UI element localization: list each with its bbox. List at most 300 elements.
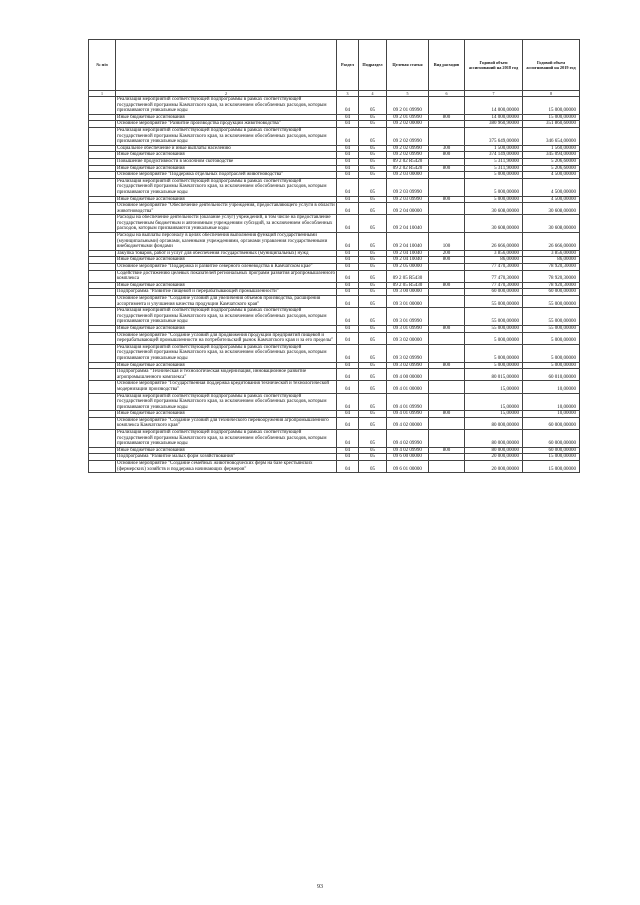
cell-amount-2019: 5 000,00000 (523, 332, 580, 344)
cell-amount-2019: 10,00000 (523, 411, 580, 418)
cell-razdel: 04 (337, 325, 359, 332)
cell-razdel: 04 (337, 289, 359, 296)
header-num: № п/п (89, 40, 116, 91)
table-row (89, 233, 580, 251)
cell-amount-2019: 30 608,00000 (523, 203, 580, 215)
table-row (89, 447, 580, 454)
cell-amount-2019: 15 000,00000 (523, 461, 580, 473)
cell-name: Содействие достижению целевых показателей региональных программ развития агропромышленного комплекса (117, 270, 335, 282)
cell-razdel: 04 (337, 296, 359, 308)
cell-name: Основное мероприятие "Поддержка отдельных подотраслей животноводства" (116, 172, 337, 179)
cell-name: Основное мероприятие "Обеспечение деятельности учреждения, предоставляющего услуги в области животноводства" (117, 203, 335, 214)
cell-expense-type (429, 172, 465, 179)
column-number: 1 (89, 91, 116, 97)
cell-name: Социальное обеспечение и иные выплаты населению (116, 145, 337, 152)
cell-target-article: 09 3 01 00000 (387, 296, 429, 308)
cell-target-article: 09 3 02 09990 (387, 344, 429, 362)
cell-expense-type (429, 158, 465, 165)
cell-podrazdel: 05 (359, 233, 387, 251)
cell-name: Иные бюджетные ассигнования (116, 114, 337, 121)
cell-target-article: 09 2 03 00000 (387, 172, 429, 179)
cell-name: Иные бюджетные ассигнования (116, 325, 337, 332)
cell-amount-2019: 78 920,30000 (523, 282, 580, 289)
table-row (89, 381, 580, 393)
cell-target-article: 09 2 04 00000 (387, 203, 429, 215)
cell-razdel: 04 (337, 308, 359, 326)
header-razdel: Раздел (337, 40, 359, 91)
cell-razdel: 04 (337, 250, 359, 257)
cell-expense-type (429, 178, 465, 196)
cell-expense-type: 800 (429, 196, 465, 203)
cell-num (89, 264, 116, 271)
table-row (89, 325, 580, 332)
table-row (89, 461, 580, 473)
cell-podrazdel: 05 (359, 454, 387, 461)
cell-podrazdel: 05 (359, 393, 387, 411)
cell-amount-2019: 345 094,00000 (523, 152, 580, 159)
cell-razdel: 04 (337, 461, 359, 473)
cell-amount-2018: 80 000,00000 (465, 417, 523, 429)
table-row (89, 145, 580, 152)
header-expense-type: Вид расходов (429, 40, 465, 91)
cell-target-article: 09 2 03 09990 (387, 196, 429, 203)
cell-amount-2018: 15,00000 (465, 393, 523, 411)
cell-amount-2019: 1 560,00000 (523, 145, 580, 152)
table-row (89, 114, 580, 121)
cell-podrazdel: 05 (359, 145, 387, 152)
table-row (89, 362, 580, 369)
cell-target-article: 09 2 02 R5420 (387, 165, 429, 172)
cell-name: Основное мероприятие "Развитие производства продукции животноводства" (116, 121, 337, 128)
table-row (89, 215, 580, 233)
cell-expense-type: 800 (429, 362, 465, 369)
cell-amount-2019: 86,00000 (523, 257, 580, 264)
cell-amount-2019: 78 920,30000 (523, 264, 580, 271)
cell-amount-2019: 60 000,00000 (523, 289, 580, 296)
cell-razdel: 04 (337, 264, 359, 271)
cell-target-article: 09 4 01 09990 (387, 411, 429, 418)
cell-amount-2018: 374 149,00000 (465, 152, 523, 159)
cell-num (89, 282, 116, 289)
cell-name: Реализация мероприятий соответствующей подпрограммы в рамках соответствующей государственной программы Камчатского края, за исключением обособленных расходов, которым присваиваются уникальные коды (116, 344, 337, 362)
cell-target-article: 09 4 02 00000 (387, 417, 429, 429)
header-amount-2019: Годовой объем ассигнований на 2019 год (523, 40, 580, 91)
table-row (89, 454, 580, 461)
cell-expense-type (429, 381, 465, 393)
budget-table-sheet (88, 39, 579, 473)
cell-expense-type (429, 454, 465, 461)
cell-amount-2019: 55 000,00000 (523, 296, 580, 308)
cell-amount-2018: 14 000,00000 (465, 97, 523, 115)
table-row (89, 158, 580, 165)
cell-target-article: 09 2 02 09990 (387, 152, 429, 159)
cell-razdel: 04 (337, 369, 359, 381)
cell-podrazdel: 05 (359, 270, 387, 282)
cell-amount-2019: 15 000,00000 (523, 114, 580, 121)
cell-podrazdel: 05 (359, 127, 387, 145)
cell-amount-2018: 55 000,00000 (465, 308, 523, 326)
cell-amount-2018: 5 000,00000 (465, 344, 523, 362)
cell-name: Закупка товаров, работ и услуг для обеспечения государственных (муниципальных) нужд (116, 250, 337, 257)
cell-razdel: 04 (337, 417, 359, 429)
cell-expense-type (429, 127, 465, 145)
cell-amount-2018: 5 000,00000 (465, 332, 523, 344)
cell-target-article: 09 6 01 00000 (387, 461, 429, 473)
table-row (89, 430, 580, 448)
cell-razdel: 04 (337, 158, 359, 165)
cell-name: Основное мероприятие "Поддержка и развитие северного оленеводства в Камчатском крае" (116, 264, 337, 271)
cell-podrazdel: 05 (359, 289, 387, 296)
cell-podrazdel: 05 (359, 215, 387, 233)
cell-num (89, 411, 116, 418)
cell-podrazdel: 05 (359, 97, 387, 115)
cell-amount-2018: 77 470,30000 (465, 282, 523, 289)
cell-name: Иные бюджетные ассигнования (116, 282, 337, 289)
cell-amount-2018: 3 856,00000 (465, 250, 523, 257)
cell-podrazdel: 05 (359, 381, 387, 393)
cell-amount-2018: 60 000,00000 (465, 289, 523, 296)
cell-expense-type: 800 (429, 165, 465, 172)
cell-num (89, 296, 116, 308)
cell-target-article: 09 3 01 09990 (387, 308, 429, 326)
cell-target-article: 09 2 04 10040 (387, 250, 429, 257)
cell-target-article: 09 2 02 09990 (387, 145, 429, 152)
cell-amount-2018: 380 960,90000 (465, 121, 523, 128)
budget-table (88, 39, 580, 473)
cell-razdel: 04 (337, 411, 359, 418)
cell-expense-type (429, 332, 465, 344)
cell-target-article: 09 4 01 00000 (387, 381, 429, 393)
cell-amount-2019: 78 920,30000 (523, 270, 580, 282)
cell-expense-type: 800 (429, 325, 465, 332)
cell-target-article: 09 2 02 00000 (387, 121, 429, 128)
cell-podrazdel: 05 (359, 325, 387, 332)
table-row (89, 196, 580, 203)
cell-amount-2018: 5 000,00000 (465, 196, 523, 203)
cell-target-article: 09 4 01 09990 (387, 393, 429, 411)
cell-podrazdel: 05 (359, 152, 387, 159)
cell-name: Основное мероприятие "Создание условий для продвижения продукции предприятий пищевой и перерабатывающей промышленности на потребительский рынок Камчатского края и за его пределы" (116, 332, 337, 344)
cell-name: Основное мероприятие "Создание условий для технического перевооружения агропромышленного комплекса Камчатского края" (116, 417, 337, 429)
table-row (89, 393, 580, 411)
cell-num (89, 233, 116, 251)
cell-target-article: 09 2 01 09990 (387, 114, 429, 121)
cell-expense-type (429, 430, 465, 448)
cell-expense-type (429, 369, 465, 381)
cell-razdel: 04 (337, 257, 359, 264)
cell-amount-2018: 5 311,90000 (465, 158, 523, 165)
cell-num (89, 158, 116, 165)
cell-razdel: 04 (337, 215, 359, 233)
cell-name: Основное мероприятие "Создание семейных животноводческих ферм на базе крестьянских (фермерских) хозяйств и поддержка начинающих фермеров" (116, 461, 337, 473)
cell-target-article: 09 2 04 10040 (387, 233, 429, 251)
cell-num (89, 270, 116, 282)
cell-amount-2019: 55 000,00000 (523, 325, 580, 332)
cell-podrazdel: 05 (359, 308, 387, 326)
table-row (89, 289, 580, 296)
cell-num (89, 215, 116, 233)
column-number: 4 (359, 91, 387, 97)
cell-podrazdel: 05 (359, 203, 387, 215)
column-number: 7 (465, 91, 523, 97)
cell-amount-2019: 4 500,00000 (523, 178, 580, 196)
cell-razdel: 04 (337, 203, 359, 215)
cell-target-article: 09 4 02 09990 (387, 447, 429, 454)
cell-amount-2019: 351 860,60000 (523, 121, 580, 128)
cell-podrazdel: 05 (359, 411, 387, 418)
cell-target-article: 09 2 03 09990 (387, 178, 429, 196)
cell-num (89, 165, 116, 172)
cell-target-article: 09 2 02 R5420 (387, 158, 429, 165)
cell-num (89, 308, 116, 326)
cell-name: Расходы на обеспечение деятельности (оказание услуг) учреждений, в том числе на предоставление государственным бюджетным и автономным учреждениям субсидий, за исключением обособленных расходов, которым присваиваются уникальные коды (116, 215, 337, 233)
cell-num (89, 447, 116, 454)
cell-razdel: 04 (337, 165, 359, 172)
table-row (89, 172, 580, 179)
cell-podrazdel: 05 (359, 369, 387, 381)
cell-amount-2018: 1 500,00000 (465, 145, 523, 152)
cell-num (89, 114, 116, 121)
table-body (89, 97, 580, 473)
cell-target-article: 09 2 01 09990 (387, 97, 429, 115)
cell-expense-type (429, 270, 465, 282)
cell-amount-2018: 5 000,00000 (465, 362, 523, 369)
cell-expense-type (429, 296, 465, 308)
cell-expense-type (429, 393, 465, 411)
cell-razdel: 04 (337, 178, 359, 196)
cell-expense-type (429, 215, 465, 233)
cell-expense-type: 800 (429, 411, 465, 418)
cell-podrazdel: 05 (359, 344, 387, 362)
cell-num (89, 152, 116, 159)
cell-amount-2018: 86,00000 (465, 257, 523, 264)
cell-amount-2018: 15,00000 (465, 381, 523, 393)
cell-amount-2019: 4 500,00000 (523, 172, 580, 179)
cell-podrazdel: 05 (359, 165, 387, 172)
cell-num (89, 325, 116, 332)
cell-name: Реализация мероприятий соответствующей подпрограммы в рамках соответствующей государственной программы Камчатского края, за исключением обособленных расходов, которым присваиваются уникальные коды (116, 127, 337, 145)
cell-name: Иные бюджетные ассигнования (116, 447, 337, 454)
header-name (116, 40, 337, 91)
cell-podrazdel: 05 (359, 461, 387, 473)
cell-target-article: 09 3 02 09990 (387, 362, 429, 369)
cell-amount-2019: 5 206,60000 (523, 158, 580, 165)
header-podrazdel: Подраздел (359, 40, 387, 91)
cell-podrazdel: 05 (359, 196, 387, 203)
table-row (89, 344, 580, 362)
cell-razdel: 04 (337, 152, 359, 159)
table-row (89, 270, 580, 282)
table-row (89, 203, 580, 215)
cell-amount-2018: 5 311,90000 (465, 165, 523, 172)
cell-name: Иные бюджетные ассигнования (116, 411, 337, 418)
cell-num (89, 344, 116, 362)
cell-target-article: 09 2 05 R5430 (387, 282, 429, 289)
cell-podrazdel: 05 (359, 257, 387, 264)
cell-expense-type (429, 417, 465, 429)
cell-amount-2019: 26 666,00000 (523, 233, 580, 251)
header-target-article: Целевая статья (387, 40, 429, 91)
cell-amount-2019: 5 000,00000 (523, 362, 580, 369)
cell-podrazdel: 05 (359, 158, 387, 165)
cell-razdel: 04 (337, 332, 359, 344)
cell-podrazdel: 05 (359, 430, 387, 448)
cell-name: Подпрограмма "Развитие малых форм хозяйствования" (116, 454, 337, 461)
cell-razdel: 04 (337, 381, 359, 393)
cell-num (89, 417, 116, 429)
cell-podrazdel: 05 (359, 250, 387, 257)
cell-razdel: 04 (337, 430, 359, 448)
cell-amount-2019: 15 000,00000 (523, 97, 580, 115)
cell-num (89, 362, 116, 369)
cell-amount-2018: 375 649,00000 (465, 127, 523, 145)
cell-num (89, 97, 116, 115)
cell-target-article: 09 2 02 09990 (387, 127, 429, 145)
cell-podrazdel: 05 (359, 178, 387, 196)
cell-name: Иные бюджетные ассигнования (116, 196, 337, 203)
cell-amount-2019: 60 000,00000 (523, 430, 580, 448)
cell-amount-2018: 26 666,00000 (465, 233, 523, 251)
cell-expense-type: 800 (429, 257, 465, 264)
cell-name: Основное мероприятие "Создание условий для увеличения объемов производства, расширения ассортимента и улучшения качества продукции Камчатского края" (116, 296, 337, 308)
cell-amount-2019: 10,00000 (523, 381, 580, 393)
cell-amount-2019: 30 608,00000 (523, 215, 580, 233)
cell-target-article: 09 6 00 00000 (387, 454, 429, 461)
cell-expense-type: 300 (429, 145, 465, 152)
cell-expense-type (429, 264, 465, 271)
cell-amount-2019: 3 856,00000 (523, 250, 580, 257)
cell-name: Реализация мероприятий соответствующей подпрограммы в рамках соответствующей государственной программы Камчатского края, за исключением обособленных расходов, которым присваиваются уникальные коды (116, 393, 337, 411)
cell-target-article: 09 4 02 09990 (387, 430, 429, 448)
table-row (89, 264, 580, 271)
cell-podrazdel: 05 (359, 282, 387, 289)
cell-expense-type: 800 (429, 282, 465, 289)
cell-num (89, 172, 116, 179)
table-row (89, 332, 580, 344)
cell-name: Иные бюджетные ассигнования (116, 165, 337, 172)
cell-expense-type (429, 461, 465, 473)
column-number: 8 (523, 91, 580, 97)
cell-podrazdel: 05 (359, 447, 387, 454)
table-row (89, 296, 580, 308)
cell-name: Реализация мероприятий соответствующей подпрограммы в рамках соответствующей государственной программы Камчатского края, за исключением обособленных расходов, которым присваиваются уникальные коды (116, 178, 337, 196)
cell-amount-2019: 60 010,00000 (523, 369, 580, 381)
table-row (89, 165, 580, 172)
cell-amount-2018: 80 000,00000 (465, 447, 523, 454)
cell-target-article: 09 3 01 09990 (387, 325, 429, 332)
cell-amount-2018: 20 000,00000 (465, 454, 523, 461)
cell-name: Реализация мероприятий соответствующей подпрограммы в рамках соответствующей государственной программы Камчатского края, за исключением обособленных расходов, которым присваиваются уникальные коды (116, 308, 337, 326)
cell-podrazdel: 05 (359, 172, 387, 179)
table-row (89, 411, 580, 418)
cell-razdel: 04 (337, 172, 359, 179)
cell-amount-2018: 30 608,00000 (465, 215, 523, 233)
cell-amount-2018: 5 000,00000 (465, 178, 523, 196)
cell-razdel: 04 (337, 447, 359, 454)
cell-razdel: 04 (337, 196, 359, 203)
table-row (89, 257, 580, 264)
table-row (89, 308, 580, 326)
cell-razdel: 04 (337, 282, 359, 289)
page-number: 93 (317, 884, 323, 890)
column-number: 6 (429, 91, 465, 97)
cell-razdel: 04 (337, 270, 359, 282)
cell-amount-2018: 14 000,00000 (465, 114, 523, 121)
table-row (89, 178, 580, 196)
cell-razdel: 04 (337, 97, 359, 115)
cell-num (89, 121, 116, 128)
cell-razdel: 04 (337, 127, 359, 145)
cell-amount-2019: 15 000,00000 (523, 454, 580, 461)
cell-name: Основное мероприятие "Государственная поддержка кредитования технической и технологической модернизации производства" (116, 381, 337, 393)
cell-num (89, 145, 116, 152)
cell-razdel: 04 (337, 233, 359, 251)
cell-name: Иные бюджетные ассигнования (116, 257, 337, 264)
cell-num (89, 196, 116, 203)
cell-amount-2019: 60 000,00000 (523, 417, 580, 429)
cell-name: Расходы на выплаты персоналу в целях обеспечения выполнения функций государственными (муниципальными) органами, казенными учреждениями, органами управления государственными внебюджетными фондами (116, 233, 337, 251)
cell-expense-type (429, 289, 465, 296)
cell-razdel: 04 (337, 362, 359, 369)
cell-podrazdel: 05 (359, 114, 387, 121)
table-row (89, 282, 580, 289)
table-row (89, 250, 580, 257)
cell-name: Иные бюджетные ассигнования (116, 152, 337, 159)
cell-amount-2018: 77 470,30000 (465, 270, 523, 282)
cell-num (89, 381, 116, 393)
cell-expense-type: 200 (429, 250, 465, 257)
cell-amount-2019: 10,00000 (523, 393, 580, 411)
cell-num (89, 461, 116, 473)
cell-num (89, 250, 116, 257)
column-number: 5 (387, 91, 429, 97)
cell-amount-2019: 4 500,00000 (523, 196, 580, 203)
cell-name: Реализация мероприятий соответствующей подпрограммы в рамках соответствующей государственной программы Камчатского края, за исключением обособленных расходов, которым присваиваются уникальные коды (116, 430, 337, 448)
cell-amount-2018: 20 000,00000 (465, 461, 523, 473)
cell-num (89, 127, 116, 145)
cell-podrazdel: 05 (359, 332, 387, 344)
cell-podrazdel: 05 (359, 296, 387, 308)
cell-amount-2018: 55 000,00000 (465, 325, 523, 332)
cell-num (89, 332, 116, 344)
cell-name: Повышение продуктивности в молочном скотоводстве (116, 158, 337, 165)
cell-target-article: 09 3 00 00000 (387, 289, 429, 296)
cell-expense-type (429, 203, 465, 215)
cell-expense-type (429, 97, 465, 115)
cell-amount-2018: 80 015,00000 (465, 369, 523, 381)
cell-target-article: 09 2 04 10040 (387, 215, 429, 233)
cell-num (89, 454, 116, 461)
cell-amount-2018: 15,00000 (465, 411, 523, 418)
cell-amount-2018: 5 000,00000 (465, 172, 523, 179)
cell-amount-2019: 60 000,00000 (523, 447, 580, 454)
cell-amount-2018: 55 000,00000 (465, 296, 523, 308)
cell-num (89, 178, 116, 196)
cell-amount-2018: 80 000,00000 (465, 430, 523, 448)
cell-name: Подпрограмма "Развитие пищевой и перерабатывающей промышленности" (116, 289, 337, 296)
cell-expense-type: 100 (429, 233, 465, 251)
cell-razdel: 04 (337, 454, 359, 461)
cell-razdel: 04 (337, 114, 359, 121)
column-number: 3 (337, 91, 359, 97)
cell-target-article: 09 4 00 00000 (387, 369, 429, 381)
cell-name: Иные бюджетные ассигнования (116, 362, 337, 369)
cell-podrazdel: 05 (359, 264, 387, 271)
cell-razdel: 04 (337, 145, 359, 152)
cell-expense-type: 800 (429, 152, 465, 159)
cell-amount-2019: 55 000,00000 (523, 308, 580, 326)
cell-num (89, 393, 116, 411)
